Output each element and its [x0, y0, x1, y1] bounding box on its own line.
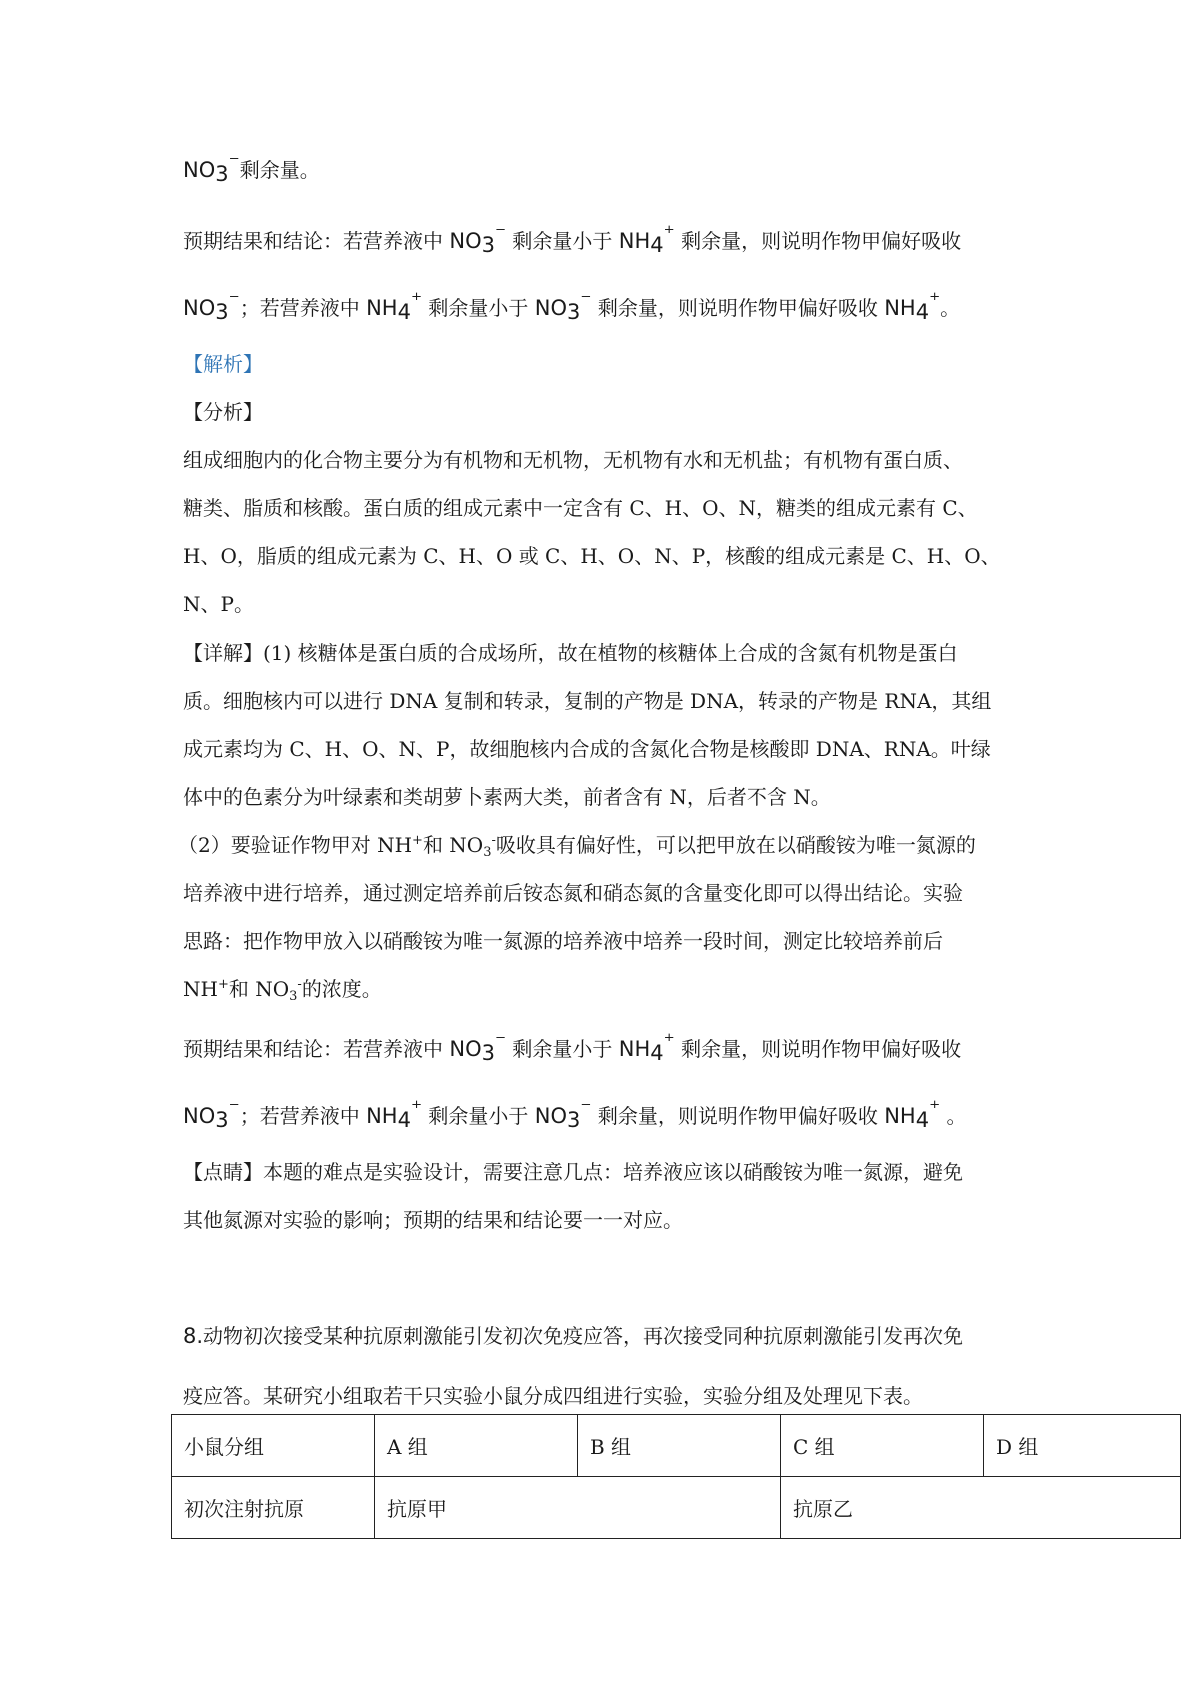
formula-text: NH	[884, 296, 916, 320]
text-line	[183, 1029, 962, 1065]
superscript: -	[491, 833, 496, 848]
superscript: ⁺	[929, 288, 941, 312]
text-line: 思路：把作物甲放入以硝酸铵为唯一氮源的培养液中培养一段时间，测定比较培养前后	[183, 929, 943, 953]
line-text: 预期结果和结论：若营养液中	[183, 229, 450, 253]
line-text: 剩余量。	[239, 158, 320, 182]
superscript: ⁻	[494, 221, 507, 245]
subscript: 3	[483, 845, 492, 860]
superscript: ⁻	[494, 1029, 507, 1053]
formula-text: NO	[449, 229, 482, 253]
line-text: 剩余量，则说明作物甲偏好吸收	[674, 229, 962, 253]
text-line	[183, 221, 962, 257]
subscript: 3	[215, 1108, 229, 1132]
text-line: 疫应答。某研究小组取若干只实验小鼠分成四组进行实验，实验分组及处理见下表。	[183, 1384, 923, 1408]
text-line: 质。细胞核内可以进行 DNA 复制和转录，复制的产物是 DNA，转录的产物是 RNA，其组	[183, 689, 992, 713]
subscript: 4	[397, 300, 411, 324]
text-line	[183, 977, 382, 1004]
subscript: 4	[650, 233, 664, 257]
formula-text: NO	[183, 1104, 216, 1128]
section-heading-analysis: 【解析】	[183, 352, 263, 376]
text-line: 其他氮源对实验的影响；预期的结果和结论要一一对应。	[183, 1208, 683, 1232]
table-header-row	[172, 1415, 1181, 1477]
subscript: 3	[481, 233, 495, 257]
superscript: ⁺	[929, 1096, 941, 1120]
formula-text: NO	[534, 296, 568, 320]
table-cell: B 组	[578, 1415, 781, 1477]
superscript: -	[297, 977, 302, 992]
table-cell: A 组	[375, 1415, 578, 1477]
table-cell: 抗原乙	[781, 1477, 1181, 1539]
line-text: 剩余量，则说明作物甲偏好吸收	[674, 1037, 962, 1061]
subscript: 4	[397, 1108, 411, 1132]
text-line: 组成细胞内的化合物主要分为有机物和无机物，无机物有水和无机盐；有机物有蛋白质、	[183, 448, 963, 472]
subscript: 3	[481, 1041, 495, 1065]
formula-text: NO	[183, 158, 216, 182]
line-text: （2）要验证作物甲对 NH	[178, 833, 413, 857]
line-text: 的浓度。	[301, 977, 382, 1001]
superscript: ⁻	[228, 150, 240, 174]
text-line: 培养液中进行培养，通过测定培养前后铵态氮和硝态氮的含量变化即可以得出结论。实验	[183, 881, 963, 905]
line-text: 和 NO	[422, 833, 484, 857]
subscript: 4	[915, 1108, 930, 1132]
formula-text: NH	[366, 1104, 398, 1128]
superscript: ⁻	[228, 288, 240, 312]
table-cell: C 组	[781, 1415, 984, 1477]
formula-text: NO	[534, 1104, 568, 1128]
superscript: ⁻	[580, 1096, 592, 1120]
superscript: ⁺	[410, 1096, 423, 1120]
subscript: 3	[567, 300, 581, 324]
line-text: 动物初次接受某种抗原刺激能引发初次免疫应答，再次接受同种抗原刺激能引发再次免	[203, 1324, 964, 1348]
text-line	[178, 833, 976, 860]
table-row	[172, 1477, 1181, 1539]
text-line: 体中的色素分为叶绿素和类胡萝卜素两大类，前者含有 N，后者不含 N。	[183, 785, 831, 809]
line-text: 剩余量小于	[422, 1104, 535, 1128]
text-line: H、O，脂质的组成元素为 C、H、O 或 C、H、O、N、P，核酸的组成元素是 C、H、O、	[183, 544, 1001, 568]
superscript: ⁻	[228, 1096, 240, 1120]
formula-text: NH	[366, 296, 398, 320]
superscript: +	[412, 833, 423, 848]
line-text: 预期结果和结论：若营养液中	[183, 1037, 450, 1061]
superscript: ⁻	[580, 288, 592, 312]
table-cell: 初次注射抗原	[172, 1477, 375, 1539]
text-line: N、P。	[183, 592, 254, 616]
line-text: 剩余量小于	[422, 296, 535, 320]
text-line: 【点睛】本题的难点是实验设计，需要注意几点：培养液应该以硝酸铵为唯一氮源，避免	[183, 1160, 963, 1184]
text-line	[183, 288, 961, 324]
subscript: 3	[567, 1108, 581, 1132]
formula-text: NH	[618, 1037, 651, 1061]
line-text: 和 NO	[228, 977, 290, 1001]
line-text: 剩余量，则说明作物甲偏好吸收	[591, 1104, 885, 1128]
formula-text: NO	[183, 296, 216, 320]
line-text: 剩余量小于	[506, 229, 619, 253]
line-text: 吸收具有偏好性，可以把甲放在以硝酸铵为唯一氮源的	[495, 833, 976, 857]
experiment-table	[171, 1414, 1181, 1539]
question-line	[183, 1324, 963, 1348]
text-line: 糖类、脂质和核酸。蛋白质的组成元素中一定含有 C、H、O、N，糖类的组成元素有 C、	[183, 496, 978, 520]
subscript: 3	[215, 300, 229, 324]
line-text: 剩余量小于	[506, 1037, 619, 1061]
line-text: 。	[940, 296, 961, 320]
line-text: ；若营养液中	[239, 1104, 367, 1128]
question-number: 8.	[183, 1324, 204, 1348]
line-text: 。	[940, 1104, 967, 1128]
section-heading-fenxi: 【分析】	[183, 400, 263, 424]
text-line	[183, 150, 320, 186]
subscript: 4	[650, 1041, 664, 1065]
line-text: 剩余量，则说明作物甲偏好吸收	[591, 296, 885, 320]
line-text: NH	[183, 977, 218, 1001]
text-line	[183, 1096, 967, 1132]
superscript: +	[217, 977, 229, 992]
superscript: ⁺	[663, 221, 675, 245]
subscript: 3	[215, 162, 229, 186]
formula-text: NH	[618, 229, 651, 253]
superscript: ⁺	[410, 288, 423, 312]
subscript: 3	[289, 989, 298, 1004]
superscript: ⁺	[663, 1029, 675, 1053]
line-text: ；若营养液中	[239, 296, 367, 320]
formula-text: NO	[449, 1037, 482, 1061]
text-line: 【详解】(1) 核糖体是蛋白质的合成场所，故在植物的核糖体上合成的含氮有机物是蛋白	[183, 641, 958, 665]
subscript: 4	[915, 300, 930, 324]
table-cell: 小鼠分组	[172, 1415, 375, 1477]
table-cell: D 组	[984, 1415, 1181, 1477]
text-line: 成元素均为 C、H、O、N、P，故细胞核内合成的含氮化合物是核酸即 DNA、RNA。叶绿	[183, 737, 991, 761]
table-cell: 抗原甲	[375, 1477, 781, 1539]
formula-text: NH	[884, 1104, 916, 1128]
